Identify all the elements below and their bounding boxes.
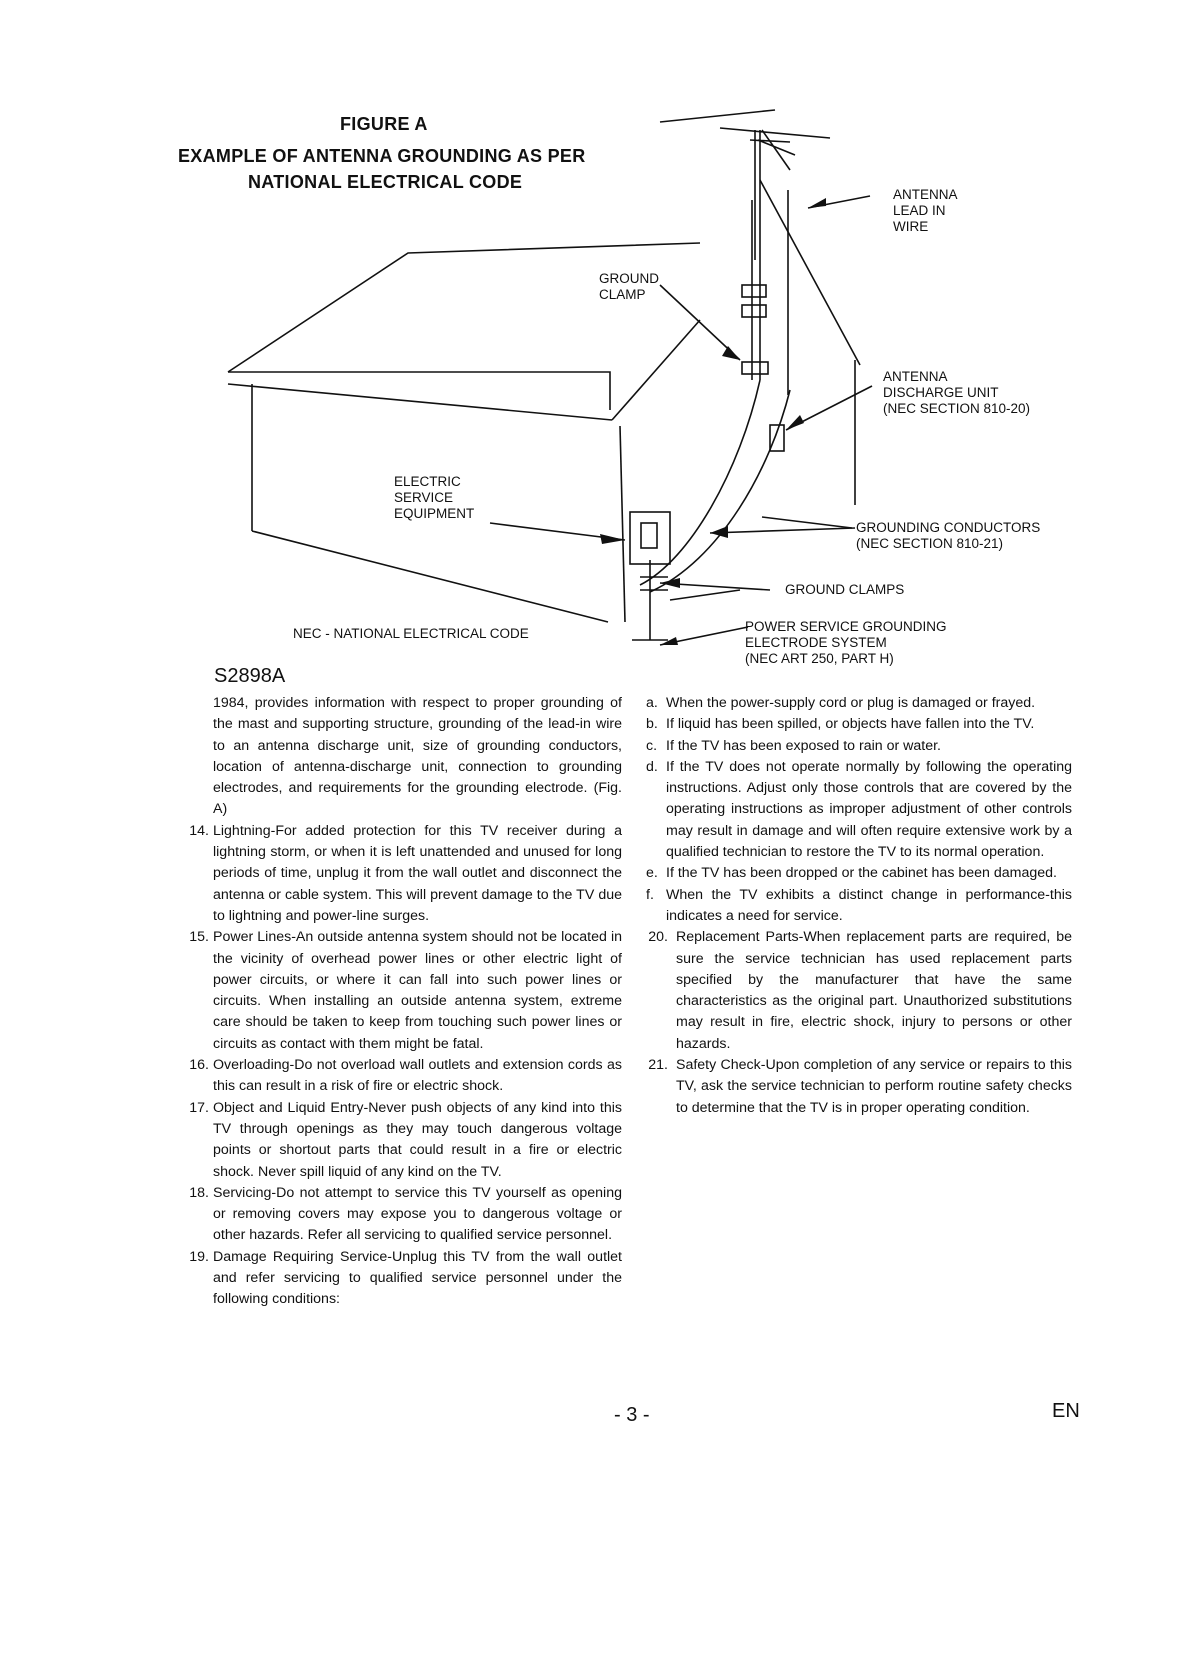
label-power-service-grounding: POWER SERVICE GROUNDING ELECTRODE SYSTEM (NEC ART 250, PART H) bbox=[745, 619, 947, 666]
sub-list-item: d. If the TV does not operate normally by following the operating instructions. Adjust only those controls that are covered by the operating instructions as improper adjustment of other controls may result in damage and will often require extensive work by a qualified technician to restore the TV to its normal operation. bbox=[646, 758, 1072, 861]
label-antenna-discharge-unit: ANTENNA DISCHARGE UNIT (NEC SECTION 810-20) bbox=[883, 369, 1031, 416]
language-code: EN bbox=[1052, 1400, 1080, 1422]
sub-list-item: e. If the TV has been dropped or the cabinet has been damaged. bbox=[646, 865, 1057, 882]
antenna-grounding-diagram bbox=[0, 0, 1183, 700]
sub-list-item: c. If the TV has been exposed to rain or water. bbox=[646, 737, 941, 754]
label-grounding-conductors: GROUNDING CONDUCTORS (NEC SECTION 810-21) bbox=[856, 520, 1041, 551]
list-item: 16. Overloading-Do not overload wall outlets and extension cords as this can result in a risk of fire or electric shock. bbox=[189, 1057, 622, 1095]
intro-paragraph: 1984, provides information with respect to proper grounding of the mast and supporting structure, grounding of the lead-in wire to an antenna discharge unit, size of grounding conductors, location of antenna-discharge unit, connection to grounding electrodes, and requirements for the grounding electrode. (Fig. A) bbox=[213, 695, 622, 818]
figure-subtitle: EXAMPLE OF ANTENNA GROUNDING AS PER bbox=[178, 146, 586, 166]
list-item: 19. Damage Requiring Service-Unplug this TV from the wall outlet and refer servicing to qualified service personnel under the following conditions: bbox=[189, 1248, 622, 1308]
list-item: 15. Power Lines-An outside antenna system should not be located in the vicinity of overhead power lines or other electric light of power circuits, or where it can fall into such power lines or circuits. When installing an outside antenna system, extreme care should be taken to keep from touching such power lines or circuits as contact with them might be fatal. bbox=[189, 929, 622, 1052]
left-column bbox=[185, 693, 622, 1311]
label-antenna-lead-in-wire: ANTENNA LEAD IN WIRE bbox=[893, 187, 958, 234]
page-number: - 3 - bbox=[614, 1404, 650, 1426]
list-item: 20. Replacement Parts-When replacement parts are required, be sure the service technician has used replacement parts specified by the manufacturer that have the same characteristics as the original part. Unauthorized substitutions may result in fire, electric shock, injury to persons or other hazards. bbox=[648, 929, 1072, 1052]
model-number: S2898A bbox=[214, 665, 286, 687]
figure-subtitle-2: NATIONAL ELECTRICAL CODE bbox=[248, 172, 523, 192]
nec-footnote: NEC - NATIONAL ELECTRICAL CODE bbox=[293, 626, 529, 641]
sub-list-item: f. When the TV exhibits a distinct change in performance-this indicates a need for service. bbox=[646, 886, 1072, 924]
label-electric-service-equipment: ELECTRIC SERVICE EQUIPMENT bbox=[394, 474, 475, 521]
label-ground-clamps: GROUND CLAMPS bbox=[785, 582, 905, 597]
sub-list-item: b. If liquid has been spilled, or objects have fallen into the TV. bbox=[646, 716, 1035, 733]
list-item: 17. Object and Liquid Entry-Never push objects of any kind into this TV through openings as they may touch dangerous voltage points or shortout parts that could result in a fire or electric shock. Never spill liquid of any kind on the TV. bbox=[189, 1099, 622, 1180]
figure-title: FIGURE A bbox=[340, 114, 428, 134]
sub-list-item: a. When the power-supply cord or plug is damaged or frayed. bbox=[646, 695, 1036, 711]
label-ground-clamp: GROUND CLAMP bbox=[599, 271, 659, 302]
list-item: 21. Safety Check-Upon completion of any service or repairs to this TV, ask the service technician to perform routine safety checks to determine that the TV is in proper operating condition. bbox=[648, 1057, 1072, 1116]
right-column bbox=[646, 693, 1072, 1119]
list-item: 14. Lightning-For added protection for this TV receiver during a lightning storm, or when it is left unattended and unused for long periods of time, unplug it from the wall outlet and disconnect the antenna or cable system. This will prevent damage to the TV due to lightning and power-line surges. bbox=[189, 822, 622, 924]
list-item: 18. Servicing-Do not attempt to service this TV yourself as opening or removing covers may expose you to dangerous voltage or other hazards. Refer all servicing to qualified service personnel. bbox=[189, 1184, 622, 1244]
